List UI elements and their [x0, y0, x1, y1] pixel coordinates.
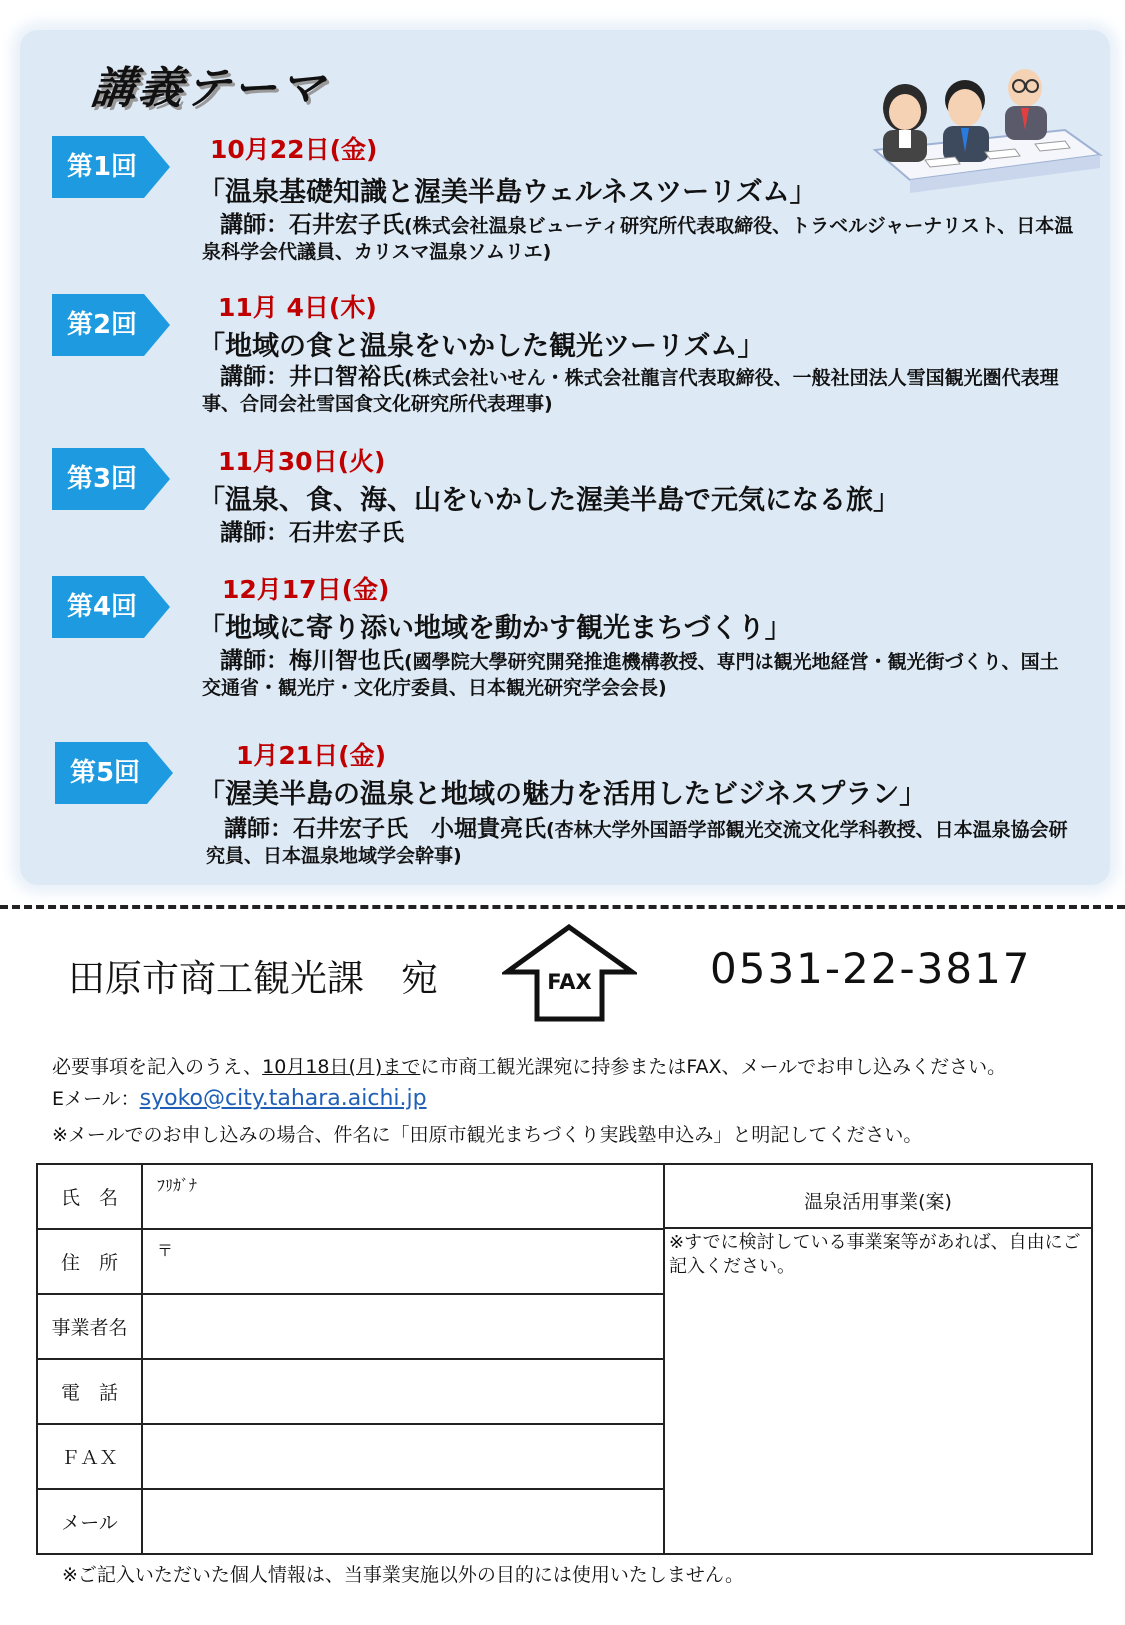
lecture-3-date: 11月30日(火): [218, 447, 386, 476]
business-plan-header: 温泉活用事業(案): [665, 1187, 1091, 1229]
form-label-email: メール: [37, 1489, 142, 1554]
instruction-email: Eメール：syoko@city.tahara.aichi.jp: [52, 1086, 427, 1111]
lecture-3-title: 「温泉、食、海、山をいかした渥美半島で元気になる旅」: [198, 485, 900, 516]
form-field-name[interactable]: [142, 1164, 664, 1229]
form-label-phone: 電 話: [37, 1359, 142, 1424]
lecture-1-date: 10月22日(金): [210, 135, 378, 164]
form-label-name: 氏 名: [37, 1164, 142, 1229]
lecture-3-badge: 第3回: [52, 448, 170, 510]
lecture-5-lecturer: 講師：石井宏子氏 小堀貴亮氏(杏林大学外国語学部観光交流文化学科教授、日本温泉協会研究員、日本温泉地域学会幹事): [206, 816, 1068, 867]
form-field-email[interactable]: [142, 1489, 664, 1554]
form-label-fax: ＦＡＸ: [37, 1424, 142, 1489]
fax-number: 0531-22-3817: [710, 944, 1032, 993]
business-plan-note: ※すでに検討している事業案等があれば、自由にご記入ください。: [669, 1232, 1081, 1277]
form-field-fax[interactable]: [142, 1424, 664, 1489]
email-link[interactable]: syoko@city.tahara.aichi.jp: [139, 1086, 427, 1111]
lecture-1-title: 「温泉基礎知識と渥美半島ウェルネスツーリズム」: [198, 177, 817, 208]
lecture-5-title: 「渥美半島の温泉と地域の魅力を活用したビジネスプラン」: [198, 779, 927, 810]
deadline: 10月18日(月)まで: [262, 1056, 421, 1078]
lecture-3-lecturer: 講師：石井宏子氏: [220, 520, 404, 546]
cut-line: [0, 905, 1125, 909]
lecture-4-date: 12月17日(金): [222, 575, 390, 604]
lecture-1-badge: 第1回: [52, 136, 170, 198]
furigana-hint: ﾌﾘｶﾞﾅ: [157, 1176, 198, 1195]
lecture-4-lecturer: 講師：梅川智也氏(國學院大學研究開発推進機構教授、専門は観光地経営・観光街づくり、国土交通省・観光庁・文化庁委員、日本観光研究学会会長): [202, 648, 1059, 699]
lecture-4-badge: 第4回: [52, 576, 170, 638]
form-field-address[interactable]: [142, 1229, 664, 1294]
lecture-2-title: 「地域の食と温泉をいかした観光ツーリズム」: [198, 331, 765, 362]
lecture-2-date: 11月 4日(木): [218, 293, 377, 322]
application-form: [36, 1163, 1093, 1555]
seminar-people-icon: [865, 60, 1105, 205]
lecture-2-badge: 第2回: [52, 294, 170, 356]
section-title: 講義テーマ: [88, 63, 330, 114]
postal-mark: 〒: [157, 1241, 174, 1260]
fax-arrow-label: FAX: [547, 970, 592, 994]
lecture-1-lecturer: 講師：石井宏子氏(株式会社温泉ビューティ研究所代表取締役、トラベルジャーナリスト、日本温泉科学会代議員、カリスマ温泉ソムリエ): [202, 212, 1074, 263]
form-field-phone[interactable]: [142, 1359, 664, 1424]
fax-recipient: 田原市商工観光課 宛: [68, 957, 438, 1000]
business-plan-field[interactable]: [664, 1164, 1092, 1554]
lecture-5-badge: 第5回: [55, 742, 173, 804]
lecture-5-date: 1月21日(金): [236, 741, 387, 770]
instruction-line-1: 必要事項を記入のうえ、10月18日(月)までに市商工観光課宛に持参またはFAX、メールでお申し込みください。: [52, 1056, 1007, 1078]
fax-arrow-icon: [502, 924, 637, 1022]
lecture-2-lecturer: 講師：井口智裕氏(株式会社いせん・株式会社龍言代表取締役、一般社団法人雪国観光圏代表理事、合同会社雪国食文化研究所代表理事): [202, 364, 1059, 415]
privacy-note: ※ご記入いただいた個人情報は、当事業実施以外の目的には使用いたしません。: [62, 1564, 745, 1586]
lecture-4-title: 「地域に寄り添い地域を動かす観光まちづくり」: [198, 613, 792, 644]
instruction-line-3: ※メールでのお申し込みの場合、件名に「田原市観光まちづくり実践塾申込み」と明記してください。: [52, 1124, 923, 1146]
form-field-business[interactable]: [142, 1294, 664, 1359]
form-label-business: 事業者名: [37, 1294, 142, 1359]
form-label-address: 住 所: [37, 1229, 142, 1294]
